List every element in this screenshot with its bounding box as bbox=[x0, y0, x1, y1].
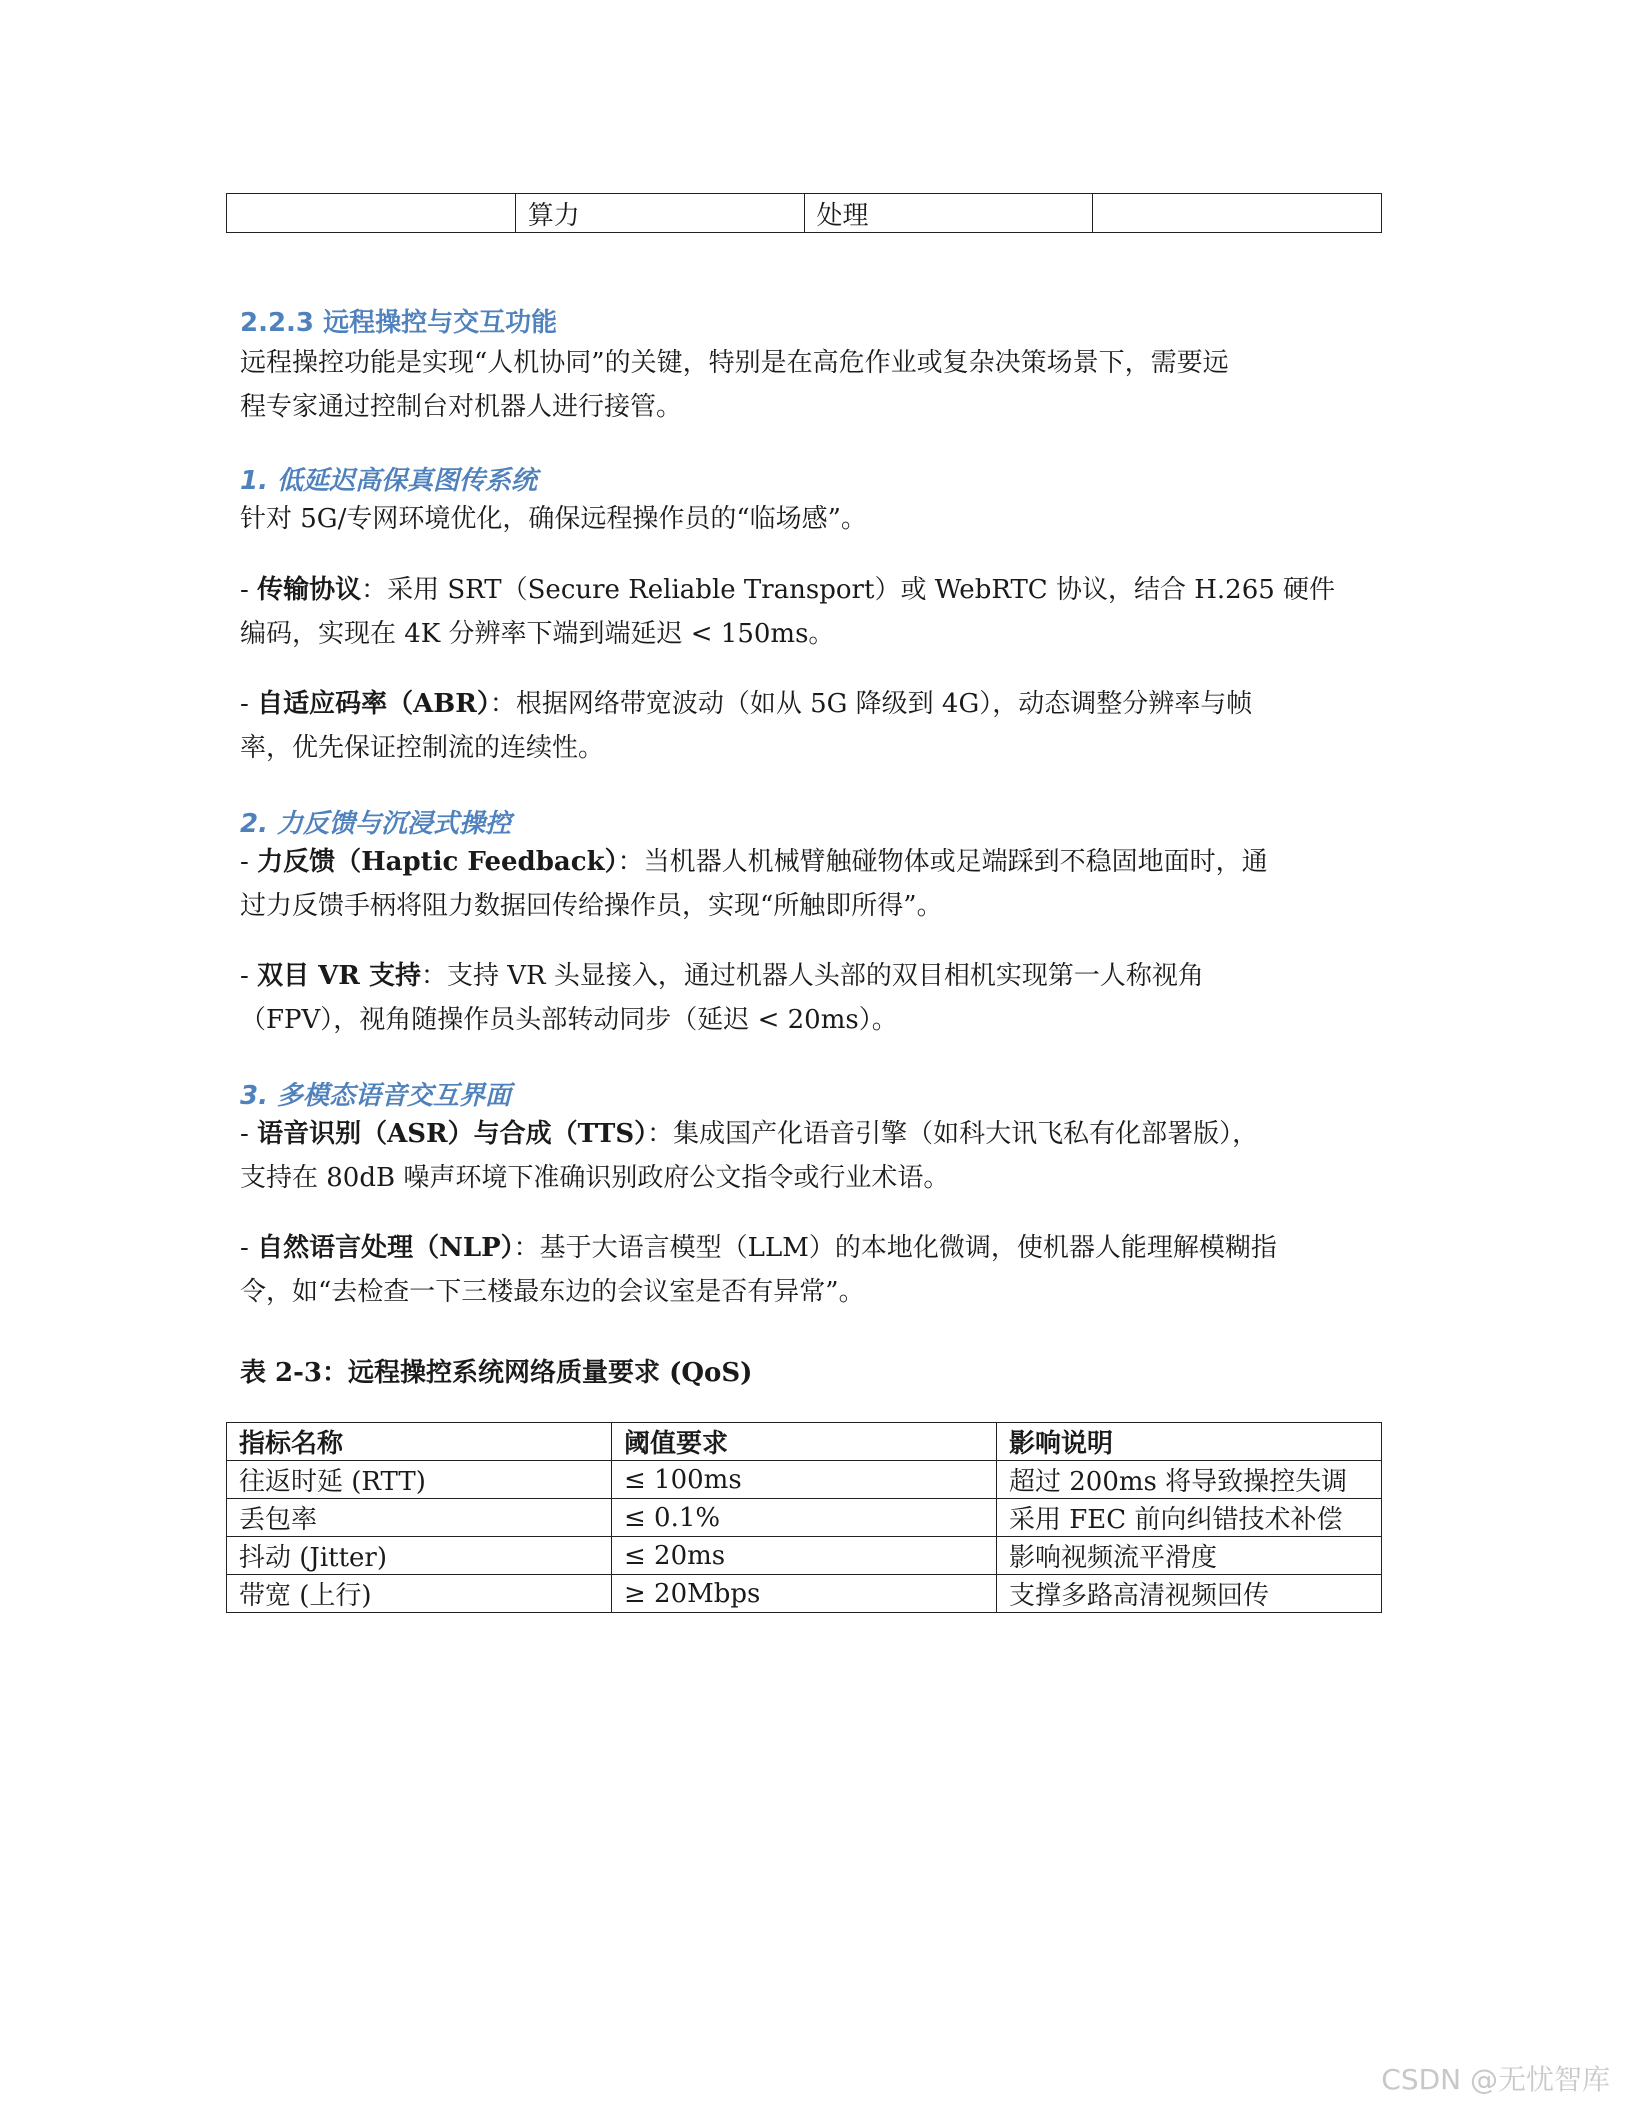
text-line: 远程操控功能是实现“人机协同”的关键，特别是在高危作业或复杂决策场景下，需要远 bbox=[240, 348, 1229, 378]
bullet-dash: - bbox=[240, 847, 258, 877]
bullet-text: ：集成国产化语音引擎（如科大讯飞私有化部署版）， bbox=[647, 1119, 1259, 1149]
table-header-row bbox=[227, 1423, 1382, 1461]
bullet-label: 传输协议 bbox=[257, 575, 362, 605]
table-cell: 往返时延 (RTT) bbox=[227, 1461, 612, 1499]
section-intro bbox=[240, 341, 1390, 429]
table-cell bbox=[1093, 194, 1382, 233]
table-cell: 算力 bbox=[515, 194, 804, 233]
table-cell: ≤ 100ms bbox=[612, 1461, 997, 1499]
bullet-text: ：当机器人机械臂触碰物体或足端踩到不稳固地面时，通 bbox=[617, 847, 1268, 877]
bullet-label: 语音识别（ASR）与合成（TTS） bbox=[257, 1119, 648, 1149]
bullet-text: 令，如“去检查一下三楼最东边的会议室是否有异常”。 bbox=[240, 1277, 865, 1307]
table-row bbox=[227, 1499, 1382, 1537]
bullet-asr-tts bbox=[240, 1112, 1390, 1200]
table-cell: 影响视频流平滑度 bbox=[997, 1537, 1382, 1575]
bullet-dash: - bbox=[240, 1233, 258, 1263]
table-cell: ≤ 0.1% bbox=[612, 1499, 997, 1537]
continued-table bbox=[226, 193, 1382, 233]
bullet-transport-protocol bbox=[240, 568, 1390, 656]
column-header: 影响说明 bbox=[997, 1423, 1382, 1461]
column-header: 阈值要求 bbox=[612, 1423, 997, 1461]
table-cell: 采用 FEC 前向纠错技术补偿 bbox=[997, 1499, 1382, 1537]
watermark: CSDN @无忧智库 bbox=[1381, 2063, 1610, 2096]
table-row bbox=[227, 1575, 1382, 1613]
table-cell: 丢包率 bbox=[227, 1499, 612, 1537]
bullet-haptic-feedback bbox=[240, 840, 1390, 928]
column-header: 指标名称 bbox=[227, 1423, 612, 1461]
table-row bbox=[227, 194, 1382, 233]
bullet-dash: - bbox=[240, 961, 258, 991]
bullet-label: 力反馈（Haptic Feedback） bbox=[257, 847, 618, 877]
bullet-label: 双目 VR 支持 bbox=[257, 961, 421, 991]
text-line: 针对 5G/专网环境优化，确保远程操作员的“临场感”。 bbox=[240, 504, 867, 534]
bullet-text: ：根据网络带宽波动（如从 5G 降级到 4G），动态调整分辨率与帧 bbox=[489, 689, 1253, 719]
bullet-text: （FPV），视角随操作员头部转动同步（延迟 < 20ms）。 bbox=[240, 1005, 898, 1035]
table-cell: 带宽 (上行) bbox=[227, 1575, 612, 1613]
section-heading: 2.2.3 远程操控与交互功能 bbox=[240, 308, 558, 338]
bullet-text: 过力反馈手柄将阻力数据回传给操作员，实现“所触即所得”。 bbox=[240, 891, 943, 921]
table-caption: 表 2-3：远程操控系统网络质量要求 (QoS) bbox=[240, 1358, 753, 1388]
bullet-abr bbox=[240, 682, 1390, 770]
bullet-dash: - bbox=[240, 1119, 258, 1149]
table-cell: ≤ 20ms bbox=[612, 1537, 997, 1575]
table-cell: 支撑多路高清视频回传 bbox=[997, 1575, 1382, 1613]
bullet-label: 自然语言处理（NLP） bbox=[257, 1233, 514, 1263]
bullet-text: 率，优先保证控制流的连续性。 bbox=[240, 733, 605, 763]
table-cell: 超过 200ms 将导致操控失调 bbox=[997, 1461, 1382, 1499]
subsection-heading-3: 3. 多模态语音交互界面 bbox=[240, 1081, 512, 1111]
table-cell: 处理 bbox=[804, 194, 1093, 233]
table-cell: ≥ 20Mbps bbox=[612, 1575, 997, 1613]
bullet-text: ：采用 SRT（Secure Reliable Transport）或 WebRTC 协议，结合 H.265 硬件 bbox=[361, 575, 1336, 605]
qos-table bbox=[226, 1422, 1382, 1613]
table-row bbox=[227, 1537, 1382, 1575]
bullet-text: ：支持 VR 头显接入，通过机器人头部的双目相机实现第一人称视角 bbox=[420, 961, 1204, 991]
bullet-nlp bbox=[240, 1226, 1390, 1314]
table-row bbox=[227, 1461, 1382, 1499]
bullet-text: ：基于大语言模型（LLM）的本地化微调，使机器人能理解模糊指 bbox=[513, 1233, 1277, 1263]
bullet-dash: - bbox=[240, 689, 258, 719]
subsection-heading-1: 1. 低延迟高保真图传系统 bbox=[240, 466, 538, 496]
table-cell bbox=[227, 194, 516, 233]
bullet-dash: - bbox=[240, 575, 258, 605]
table-cell: 抖动 (Jitter) bbox=[227, 1537, 612, 1575]
subsection-intro bbox=[240, 497, 1390, 541]
bullet-text: 编码，实现在 4K 分辨率下端到端延迟 < 150ms。 bbox=[240, 619, 835, 649]
bullet-label: 自适应码率（ABR） bbox=[257, 689, 490, 719]
subsection-heading-2: 2. 力反馈与沉浸式操控 bbox=[240, 809, 512, 839]
bullet-text: 支持在 80dB 噪声环境下准确识别政府公文指令或行业术语。 bbox=[240, 1163, 950, 1193]
text-line: 程专家通过控制台对机器人进行接管。 bbox=[240, 392, 683, 422]
bullet-vr-support bbox=[240, 954, 1390, 1042]
